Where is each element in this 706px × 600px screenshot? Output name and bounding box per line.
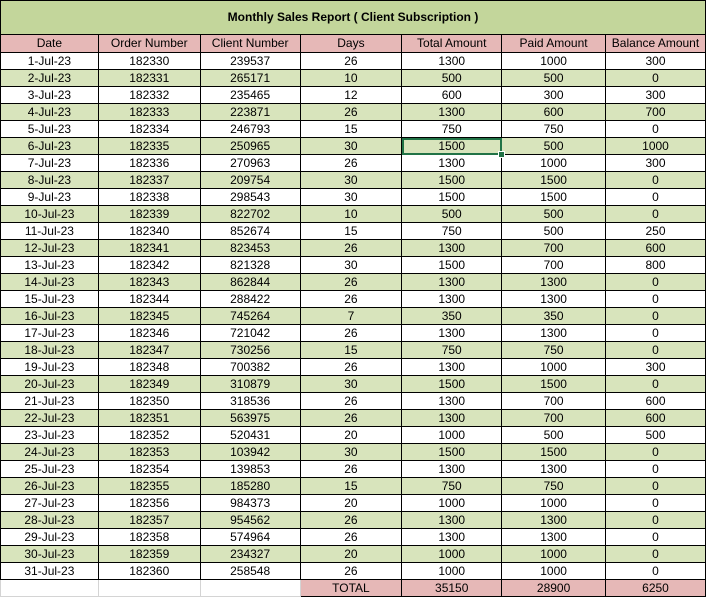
cell-order-number[interactable]: 182350 bbox=[98, 393, 200, 410]
cell-paid-amount[interactable]: 1000 bbox=[502, 546, 606, 563]
cell-total-amount[interactable]: 750 bbox=[402, 478, 502, 495]
cell-paid-amount[interactable]: 1000 bbox=[502, 53, 606, 70]
cell-date[interactable]: 24-Jul-23 bbox=[1, 444, 99, 461]
cell-paid-amount[interactable]: 1000 bbox=[502, 359, 606, 376]
cell-balance-amount[interactable]: 0 bbox=[606, 546, 706, 563]
totals-row bbox=[1, 580, 706, 597]
cell-paid-amount[interactable]: 700 bbox=[502, 257, 606, 274]
cell-balance-amount[interactable]: 0 bbox=[606, 529, 706, 546]
cell-days[interactable]: 30 bbox=[300, 189, 402, 206]
cell-total-amount[interactable]: 1300 bbox=[402, 512, 502, 529]
cell-days[interactable]: 26 bbox=[300, 563, 402, 580]
cell-total-amount[interactable]: 1300 bbox=[402, 104, 502, 121]
cell-total-amount[interactable]: 1500 bbox=[402, 376, 502, 393]
cell-total-amount[interactable]: 500 bbox=[402, 206, 502, 223]
cell-balance-amount[interactable]: 0 bbox=[606, 206, 706, 223]
cell-client-number[interactable]: 745264 bbox=[200, 308, 300, 325]
empty-cell[interactable] bbox=[200, 580, 300, 597]
cell-paid-amount[interactable]: 1500 bbox=[502, 189, 606, 206]
cell-balance-amount[interactable]: 600 bbox=[606, 240, 706, 257]
cell-total-amount[interactable]: 600 bbox=[402, 87, 502, 104]
cell-client-number[interactable]: 823453 bbox=[200, 240, 300, 257]
cell-balance-amount[interactable]: 300 bbox=[606, 155, 706, 172]
cell-total-amount[interactable]: 1300 bbox=[402, 291, 502, 308]
header-order-number[interactable]: Order Number bbox=[98, 35, 200, 53]
cell-days[interactable]: 30 bbox=[300, 257, 402, 274]
cell-total-amount[interactable]: 350 bbox=[402, 308, 502, 325]
cell-paid-amount[interactable]: 1500 bbox=[502, 376, 606, 393]
cell-order-number[interactable]: 182337 bbox=[98, 172, 200, 189]
cell-days[interactable]: 26 bbox=[300, 53, 402, 70]
cell-order-number[interactable]: 182340 bbox=[98, 223, 200, 240]
table-row bbox=[1, 376, 706, 393]
cell-balance-amount[interactable]: 300 bbox=[606, 53, 706, 70]
cell-total-amount[interactable]: 1500 bbox=[402, 138, 502, 155]
cell-date[interactable]: 6-Jul-23 bbox=[1, 138, 99, 155]
cell-date[interactable]: 15-Jul-23 bbox=[1, 291, 99, 308]
fill-handle[interactable] bbox=[498, 151, 505, 158]
cell-client-number[interactable]: 310879 bbox=[200, 376, 300, 393]
cell-days[interactable]: 10 bbox=[300, 70, 402, 87]
cell-paid-amount[interactable]: 750 bbox=[502, 342, 606, 359]
table-row bbox=[1, 444, 706, 461]
cell-client-number[interactable]: 250965 bbox=[200, 138, 300, 155]
table-row bbox=[1, 342, 706, 359]
title-row bbox=[1, 1, 706, 35]
cell-balance-amount[interactable]: 0 bbox=[606, 342, 706, 359]
cell-date[interactable]: 3-Jul-23 bbox=[1, 87, 99, 104]
cell-date[interactable]: 1-Jul-23 bbox=[1, 53, 99, 70]
cell-date[interactable]: 18-Jul-23 bbox=[1, 342, 99, 359]
cell-balance-amount[interactable]: 300 bbox=[606, 87, 706, 104]
cell-days[interactable]: 26 bbox=[300, 274, 402, 291]
cell-order-number[interactable]: 182351 bbox=[98, 410, 200, 427]
cell-client-number[interactable]: 139853 bbox=[200, 461, 300, 478]
cell-date[interactable]: 23-Jul-23 bbox=[1, 427, 99, 444]
cell-date[interactable]: 31-Jul-23 bbox=[1, 563, 99, 580]
table-row bbox=[1, 393, 706, 410]
table-row bbox=[1, 512, 706, 529]
cell-balance-amount[interactable]: 600 bbox=[606, 393, 706, 410]
cell-balance-amount[interactable]: 0 bbox=[606, 478, 706, 495]
cell-paid-amount[interactable]: 350 bbox=[502, 308, 606, 325]
header-balance-amount[interactable]: Balance Amount bbox=[606, 35, 706, 53]
cell-order-number[interactable]: 182354 bbox=[98, 461, 200, 478]
cell-balance-amount[interactable]: 500 bbox=[606, 427, 706, 444]
table-row bbox=[1, 410, 706, 427]
cell-date[interactable]: 4-Jul-23 bbox=[1, 104, 99, 121]
cell-paid-amount[interactable]: 750 bbox=[502, 121, 606, 138]
cell-paid-amount[interactable]: 1300 bbox=[502, 291, 606, 308]
cell-total-amount[interactable]: 1500 bbox=[402, 172, 502, 189]
cell-paid-amount[interactable]: 1000 bbox=[502, 155, 606, 172]
cell-days[interactable]: 26 bbox=[300, 104, 402, 121]
cell-paid-amount[interactable]: 500 bbox=[502, 223, 606, 240]
cell-total-amount[interactable]: 1000 bbox=[402, 495, 502, 512]
header-date[interactable]: Date bbox=[1, 35, 99, 53]
cell-days[interactable]: 15 bbox=[300, 121, 402, 138]
cell-date[interactable]: 28-Jul-23 bbox=[1, 512, 99, 529]
table-row bbox=[1, 206, 706, 223]
cell-days[interactable]: 30 bbox=[300, 172, 402, 189]
cell-paid-amount[interactable]: 1300 bbox=[502, 325, 606, 342]
cell-order-number[interactable]: 182356 bbox=[98, 495, 200, 512]
cell-client-number[interactable]: 721042 bbox=[200, 325, 300, 342]
cell-balance-amount[interactable]: 0 bbox=[606, 461, 706, 478]
cell-paid-amount[interactable]: 500 bbox=[502, 70, 606, 87]
cell-client-number[interactable]: 852674 bbox=[200, 223, 300, 240]
cell-order-number[interactable]: 182358 bbox=[98, 529, 200, 546]
cell-client-number[interactable]: 185280 bbox=[200, 478, 300, 495]
cell-total-amount[interactable]: 1300 bbox=[402, 155, 502, 172]
table-row bbox=[1, 546, 706, 563]
cell-client-number[interactable]: 235465 bbox=[200, 87, 300, 104]
cell-days[interactable]: 26 bbox=[300, 529, 402, 546]
cell-order-number[interactable]: 182345 bbox=[98, 308, 200, 325]
cell-paid-amount[interactable]: 500 bbox=[502, 138, 606, 155]
balance-amount-sum[interactable]: 6250 bbox=[606, 580, 706, 597]
cell-paid-amount[interactable]: 500 bbox=[502, 206, 606, 223]
table-row bbox=[1, 291, 706, 308]
cell-total-amount[interactable]: 1300 bbox=[402, 53, 502, 70]
cell-balance-amount[interactable]: 0 bbox=[606, 70, 706, 87]
cell-days[interactable]: 10 bbox=[300, 206, 402, 223]
cell-order-number[interactable]: 182336 bbox=[98, 155, 200, 172]
table-row bbox=[1, 172, 706, 189]
cell-balance-amount[interactable]: 600 bbox=[606, 410, 706, 427]
cell-paid-amount[interactable]: 1000 bbox=[502, 495, 606, 512]
cell-client-number[interactable]: 298543 bbox=[200, 189, 300, 206]
cell-balance-amount[interactable]: 0 bbox=[606, 308, 706, 325]
cell-paid-amount[interactable]: 1500 bbox=[502, 444, 606, 461]
cell-date[interactable]: 14-Jul-23 bbox=[1, 274, 99, 291]
cell-balance-amount[interactable]: 0 bbox=[606, 325, 706, 342]
cell-client-number[interactable]: 270963 bbox=[200, 155, 300, 172]
cell-order-number[interactable]: 182335 bbox=[98, 138, 200, 155]
cell-date[interactable]: 11-Jul-23 bbox=[1, 223, 99, 240]
cell-balance-amount[interactable]: 0 bbox=[606, 512, 706, 529]
cell-balance-amount[interactable]: 300 bbox=[606, 359, 706, 376]
header-client-number[interactable]: Client Number bbox=[200, 35, 300, 53]
cell-days[interactable]: 26 bbox=[300, 393, 402, 410]
cell-date[interactable]: 17-Jul-23 bbox=[1, 325, 99, 342]
cell-paid-amount[interactable]: 700 bbox=[502, 393, 606, 410]
cell-date[interactable]: 19-Jul-23 bbox=[1, 359, 99, 376]
cell-order-number[interactable]: 182331 bbox=[98, 70, 200, 87]
cell-days[interactable]: 30 bbox=[300, 138, 402, 155]
table-row bbox=[1, 87, 706, 104]
table-row bbox=[1, 240, 706, 257]
cell-total-amount[interactable]: 1300 bbox=[402, 393, 502, 410]
cell-days[interactable]: 30 bbox=[300, 444, 402, 461]
cell-client-number[interactable]: 954562 bbox=[200, 512, 300, 529]
table-row bbox=[1, 104, 706, 121]
cell-order-number[interactable]: 182353 bbox=[98, 444, 200, 461]
cell-client-number[interactable]: 563975 bbox=[200, 410, 300, 427]
table-row bbox=[1, 325, 706, 342]
cell-order-number[interactable]: 182333 bbox=[98, 104, 200, 121]
cell-paid-amount[interactable]: 300 bbox=[502, 87, 606, 104]
cell-date[interactable]: 29-Jul-23 bbox=[1, 529, 99, 546]
cell-balance-amount[interactable]: 800 bbox=[606, 257, 706, 274]
cell-days[interactable]: 20 bbox=[300, 427, 402, 444]
cell-client-number[interactable]: 103942 bbox=[200, 444, 300, 461]
cell-client-number[interactable]: 239537 bbox=[200, 53, 300, 70]
total-label[interactable]: TOTAL bbox=[300, 580, 402, 597]
cell-date[interactable]: 8-Jul-23 bbox=[1, 172, 99, 189]
cell-date[interactable]: 12-Jul-23 bbox=[1, 240, 99, 257]
cell-order-number[interactable]: 182357 bbox=[98, 512, 200, 529]
cell-paid-amount[interactable]: 700 bbox=[502, 410, 606, 427]
cell-date[interactable]: 10-Jul-23 bbox=[1, 206, 99, 223]
header-days[interactable]: Days bbox=[300, 35, 402, 53]
cell-balance-amount[interactable]: 0 bbox=[606, 495, 706, 512]
cell-total-amount[interactable]: 1300 bbox=[402, 274, 502, 291]
cell-days[interactable]: 15 bbox=[300, 342, 402, 359]
cell-order-number[interactable]: 182342 bbox=[98, 257, 200, 274]
cell-order-number[interactable]: 182341 bbox=[98, 240, 200, 257]
cell-client-number[interactable]: 223871 bbox=[200, 104, 300, 121]
cell-total-amount[interactable]: 1500 bbox=[402, 444, 502, 461]
cell-client-number[interactable]: 822702 bbox=[200, 206, 300, 223]
cell-client-number[interactable]: 700382 bbox=[200, 359, 300, 376]
cell-client-number[interactable]: 574964 bbox=[200, 529, 300, 546]
cell-balance-amount[interactable]: 250 bbox=[606, 223, 706, 240]
cell-client-number[interactable]: 246793 bbox=[200, 121, 300, 138]
cell-client-number[interactable]: 318536 bbox=[200, 393, 300, 410]
cell-client-number[interactable]: 730256 bbox=[200, 342, 300, 359]
cell-date[interactable]: 5-Jul-23 bbox=[1, 121, 99, 138]
cell-client-number[interactable]: 862844 bbox=[200, 274, 300, 291]
cell-balance-amount[interactable]: 0 bbox=[606, 172, 706, 189]
cell-order-number[interactable]: 182334 bbox=[98, 121, 200, 138]
table-row bbox=[1, 70, 706, 87]
cell-date[interactable]: 21-Jul-23 bbox=[1, 393, 99, 410]
cell-total-amount[interactable]: 500 bbox=[402, 70, 502, 87]
cell-order-number[interactable]: 182344 bbox=[98, 291, 200, 308]
cell-client-number[interactable]: 209754 bbox=[200, 172, 300, 189]
table-row bbox=[1, 461, 706, 478]
cell-client-number[interactable]: 258548 bbox=[200, 563, 300, 580]
cell-order-number[interactable]: 182349 bbox=[98, 376, 200, 393]
cell-date[interactable]: 16-Jul-23 bbox=[1, 308, 99, 325]
cell-balance-amount[interactable]: 0 bbox=[606, 376, 706, 393]
table-row bbox=[1, 308, 706, 325]
cell-order-number[interactable]: 182355 bbox=[98, 478, 200, 495]
table-row bbox=[1, 563, 706, 580]
cell-paid-amount[interactable]: 1300 bbox=[502, 274, 606, 291]
cell-days[interactable]: 26 bbox=[300, 155, 402, 172]
table-row bbox=[1, 138, 706, 155]
cell-paid-amount[interactable]: 1500 bbox=[502, 172, 606, 189]
header-row bbox=[1, 35, 706, 53]
cell-total-amount[interactable]: 1300 bbox=[402, 410, 502, 427]
cell-days[interactable]: 20 bbox=[300, 495, 402, 512]
cell-date[interactable]: 9-Jul-23 bbox=[1, 189, 99, 206]
cell-days[interactable]: 20 bbox=[300, 546, 402, 563]
cell-balance-amount[interactable]: 1000 bbox=[606, 138, 706, 155]
cell-client-number[interactable]: 234327 bbox=[200, 546, 300, 563]
table-row bbox=[1, 274, 706, 291]
cell-date[interactable]: 25-Jul-23 bbox=[1, 461, 99, 478]
cell-order-number[interactable]: 182360 bbox=[98, 563, 200, 580]
cell-paid-amount[interactable]: 750 bbox=[502, 478, 606, 495]
header-total-amount[interactable]: Total Amount bbox=[402, 35, 502, 53]
cell-balance-amount[interactable]: 0 bbox=[606, 274, 706, 291]
cell-date[interactable]: 2-Jul-23 bbox=[1, 70, 99, 87]
empty-cell[interactable] bbox=[98, 580, 200, 597]
cell-total-amount[interactable]: 750 bbox=[402, 342, 502, 359]
cell-order-number[interactable]: 182348 bbox=[98, 359, 200, 376]
table-row bbox=[1, 189, 706, 206]
cell-paid-amount[interactable]: 1300 bbox=[502, 512, 606, 529]
cell-days[interactable]: 26 bbox=[300, 291, 402, 308]
cell-total-amount[interactable]: 1000 bbox=[402, 427, 502, 444]
cell-balance-amount[interactable]: 700 bbox=[606, 104, 706, 121]
cell-date[interactable]: 30-Jul-23 bbox=[1, 546, 99, 563]
cell-client-number[interactable]: 265171 bbox=[200, 70, 300, 87]
cell-days[interactable]: 26 bbox=[300, 359, 402, 376]
cell-total-amount[interactable]: 1300 bbox=[402, 240, 502, 257]
table-row bbox=[1, 359, 706, 376]
cell-days[interactable]: 26 bbox=[300, 410, 402, 427]
cell-date[interactable]: 20-Jul-23 bbox=[1, 376, 99, 393]
table-row bbox=[1, 427, 706, 444]
cell-balance-amount[interactable]: 0 bbox=[606, 563, 706, 580]
cell-total-amount[interactable]: 1300 bbox=[402, 461, 502, 478]
table-row bbox=[1, 529, 706, 546]
table-row bbox=[1, 495, 706, 512]
cell-order-number[interactable]: 182330 bbox=[98, 53, 200, 70]
cell-date[interactable]: 13-Jul-23 bbox=[1, 257, 99, 274]
cell-date[interactable]: 27-Jul-23 bbox=[1, 495, 99, 512]
cell-client-number[interactable]: 520431 bbox=[200, 427, 300, 444]
cell-days[interactable]: 26 bbox=[300, 461, 402, 478]
cell-balance-amount[interactable]: 0 bbox=[606, 189, 706, 206]
cell-order-number[interactable]: 182339 bbox=[98, 206, 200, 223]
cell-order-number[interactable]: 182346 bbox=[98, 325, 200, 342]
cell-days[interactable]: 30 bbox=[300, 376, 402, 393]
table-row bbox=[1, 257, 706, 274]
cell-order-number[interactable]: 182332 bbox=[98, 87, 200, 104]
cell-paid-amount[interactable]: 1300 bbox=[502, 461, 606, 478]
cell-days[interactable]: 15 bbox=[300, 223, 402, 240]
cell-paid-amount[interactable]: 600 bbox=[502, 104, 606, 121]
cell-days[interactable]: 7 bbox=[300, 308, 402, 325]
cell-days[interactable]: 26 bbox=[300, 325, 402, 342]
cell-order-number[interactable]: 182359 bbox=[98, 546, 200, 563]
empty-cell[interactable] bbox=[1, 580, 99, 597]
cell-date[interactable]: 7-Jul-23 bbox=[1, 155, 99, 172]
cell-paid-amount[interactable]: 700 bbox=[502, 240, 606, 257]
cell-balance-amount[interactable]: 0 bbox=[606, 444, 706, 461]
cell-total-amount[interactable]: 1300 bbox=[402, 325, 502, 342]
cell-days[interactable]: 12 bbox=[300, 87, 402, 104]
table-row bbox=[1, 223, 706, 240]
cell-total-amount[interactable]: 1500 bbox=[402, 257, 502, 274]
total-amount-sum[interactable]: 35150 bbox=[402, 580, 502, 597]
cell-total-amount[interactable]: 750 bbox=[402, 223, 502, 240]
cell-paid-amount[interactable]: 1000 bbox=[502, 563, 606, 580]
cell-order-number[interactable]: 182343 bbox=[98, 274, 200, 291]
cell-date[interactable]: 22-Jul-23 bbox=[1, 410, 99, 427]
paid-amount-sum[interactable]: 28900 bbox=[502, 580, 606, 597]
table-row bbox=[1, 155, 706, 172]
cell-total-amount[interactable]: 1300 bbox=[402, 359, 502, 376]
cell-balance-amount[interactable]: 0 bbox=[606, 291, 706, 308]
cell-days[interactable]: 26 bbox=[300, 512, 402, 529]
cell-total-amount[interactable]: 1500 bbox=[402, 189, 502, 206]
cell-total-amount[interactable]: 750 bbox=[402, 121, 502, 138]
cell-days[interactable]: 15 bbox=[300, 478, 402, 495]
cell-paid-amount[interactable]: 500 bbox=[502, 427, 606, 444]
cell-client-number[interactable]: 984373 bbox=[200, 495, 300, 512]
cell-order-number[interactable]: 182347 bbox=[98, 342, 200, 359]
cell-balance-amount[interactable]: 0 bbox=[606, 121, 706, 138]
cell-total-amount[interactable]: 1000 bbox=[402, 546, 502, 563]
cell-client-number[interactable]: 821328 bbox=[200, 257, 300, 274]
table-row bbox=[1, 478, 706, 495]
cell-days[interactable]: 26 bbox=[300, 240, 402, 257]
header-paid-amount[interactable]: Paid Amount bbox=[502, 35, 606, 53]
table-row bbox=[1, 121, 706, 138]
cell-paid-amount[interactable]: 1300 bbox=[502, 529, 606, 546]
cell-total-amount[interactable]: 1300 bbox=[402, 529, 502, 546]
cell-client-number[interactable]: 288422 bbox=[200, 291, 300, 308]
report-title[interactable]: Monthly Sales Report ( Client Subscription ) bbox=[1, 1, 706, 35]
cell-order-number[interactable]: 182352 bbox=[98, 427, 200, 444]
cell-order-number[interactable]: 182338 bbox=[98, 189, 200, 206]
cell-date[interactable]: 26-Jul-23 bbox=[1, 478, 99, 495]
table-row bbox=[1, 53, 706, 70]
cell-total-amount[interactable]: 1000 bbox=[402, 563, 502, 580]
